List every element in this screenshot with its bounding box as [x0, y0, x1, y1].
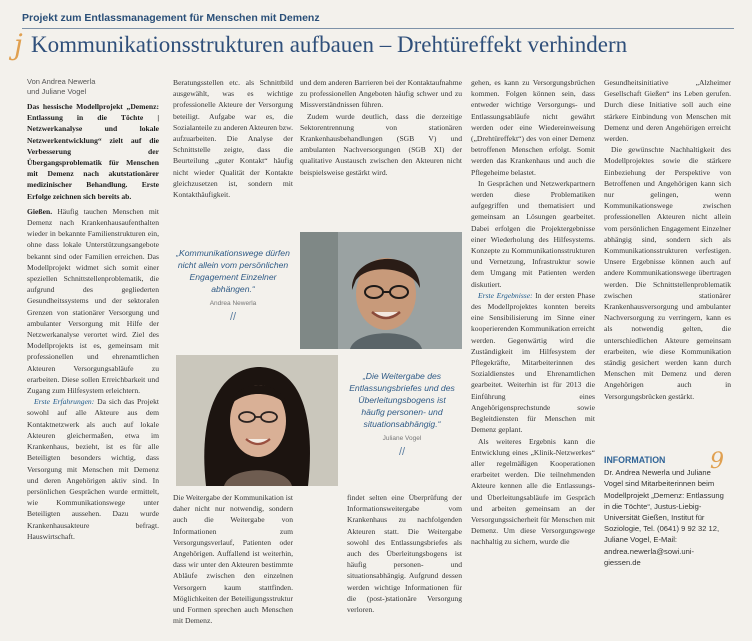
pull-quote-1 [176, 247, 290, 323]
column-2 [173, 77, 293, 223]
article-intro: Das hessische Modellprojekt „Demenz: Entlassung in die Töchte | Netzwerkanalyse und lokale Netzwerkentwicklung“ zielt auf die Verbesserung der Übergangsproblematik für Menschen mit Demenz nach akutstationärer medizinischer Behandlung. Erste Erfolge zeichnen sich bereits ab. [27, 102, 159, 201]
body-text: Gesundheitsinitiative „Alzheimer Gesellschaft Gießen“ ins Leben gerufen. Durch diese Initiative soll auch eine stärkere Einbindung von Menschen mit Demenz und deren Angehörigen erreicht werden. [604, 78, 731, 144]
byline-line-1: Von Andrea Newerla [27, 77, 96, 86]
subheading: Erste Erfahrungen: [34, 397, 95, 407]
kicker-rule [22, 28, 734, 29]
info-heading: INFORMATION [604, 455, 666, 465]
pull-quote-2 [346, 370, 458, 458]
column-3 [300, 77, 462, 227]
information-box [604, 455, 730, 568]
body-text: Die Weitergabe der Kommunikation ist daher nicht nur notwendig, sondern auch die Weitergabe von Informationen zum Versorgungsverlauf, Patienten oder Angehörigen. Auffallend ist weiterhin, dass wir unter den Akteuren bestimmte Abläufe zwischen den einzelnen Versorgern kaum stattfinden. Möglichkeiten der Beteiligungsstruktur und Formen sprechen auch Menschen mit Demenz. [173, 493, 293, 626]
body-paragraph [471, 290, 595, 436]
body-text: In Gesprächen und Netzwerkpartnern werden diese Problematiken aufgegriffen und thematisiert und gemeinsam an Lösungen gearbeitet. Dabei erfolgen die Projektergebnisse einer Wiederholung des Hilfesystems. Konzepte zu Kommunikationsstrukturen und Vernetzung, Infrastruktur sowie dem Umgang mit Patienten werden diskutiert. [471, 178, 595, 289]
portrait-photo-juliane-vogel [176, 355, 338, 486]
byline-line-2: und Juliane Vogel [27, 87, 87, 96]
subheading: Erste Ergebnisse: [478, 290, 533, 300]
portrait-illustration [300, 232, 462, 349]
body-paragraph [27, 206, 159, 396]
column-5 [604, 77, 731, 447]
portrait-illustration [176, 355, 338, 486]
magazine-logo-letter: j [14, 28, 23, 61]
info-text: Dr. Andrea Newerla und Juliane Vogel sind Mitarbeiterinnen beim Modellprojekt „Demenz: Entlassung in die Töchte“, Justus-Liebig-Universität Gießen, Institut für Soziologie, Tel. (0641) 9 92 32 12, Juliane Vogel, E-Mail: andrea.newerla@sowi.uni-giessen.de [604, 468, 724, 567]
pull-quote-mark: // [229, 311, 237, 323]
body-text: und dem anderen Barrieren bei der Kontaktaufnahme zu professionellen Angeboten häufig schwer und zu Missverständnissen führen. [300, 78, 462, 110]
body-text: findet selten eine Überprüfung der Informationsweitergabe vom Krankenhaus zu nachfolgenden Akteuren statt. Die Weitergabe sowohl des Entlassungsbriefes als auch des Überleitungsbogens ist häufig personen- und situationsabhängig. Aufgrund dessen werden wichtige Informationen für die (post-)stationäre Versorgung verloren. [347, 493, 462, 615]
column-4 [471, 77, 595, 633]
pull-quote-source: Andrea Newerla [209, 300, 257, 307]
body-text: Beratungsstellen etc. als Schnittbild ausgewählt, was es wichtige professionelle Akteure der Versorgung beteiligt. Aufgabe war es, die Sozialanteile zu anderen Akteuren bzw. aufzuarbeiten. Die Analyse der Schnittstelle zeigte, dass die Beurteilung „guter Kontakt“ häufig nicht wieder Qualität der Kontakte gleichzusetzen ist, sondern mit Kontakthäufigkeit. [173, 78, 293, 200]
pull-quote-text: „Kommunikationswege dürfen nicht allein vom persönlichen Engagement Einzelner abhängen.“ [176, 248, 290, 294]
pull-quote-mark: // [398, 446, 406, 458]
column-3-lower [347, 492, 462, 632]
body-text: Zudem wurde deutlich, dass die derzeitige Sektorentrennung von stationären Krankenhausbehandlungen (SGB V) und ambulanten Nachversorgungen (SGB XI) der qualitative Austausch zwischen den Akteuren nicht beispielsweise gestärkt wird. [300, 111, 462, 177]
column-1 [27, 101, 159, 631]
article-headline: Kommunikationsstrukturen aufbauen – Drehtüreffekt verhindern [31, 32, 628, 57]
body-text: Die gewünschte Nachhaltigkeit des Modellprojektes sowie die stärkere Einbeziehung der Perspektive von Betroffenen und Angehörigen kann sich nur gelingen, wenn Kommunikationswege zwischen professionellen Akteuren nicht allein vom persönlichen Engagement Einzelner abhängig sind, sondern sich als Kommunikationsstrukturen verfestigen. Unsere Ergebnisse können auch auf andere Kommunikationswege übertragen werden. Die Schnittstellenproblematik zwischen stationärer Krankenhausversorgung und ambulanter Nachversorgung zu verringern, kann es als notwendig gelten, die unterschiedlichen Akteure gemeinsam erarbeiten, wie diese Kommunikation ständig gesichert werden kann durch Menschen mit Demenz und deren Angehörigen auch in Versorgungsbrücken gestärkt. [604, 145, 731, 401]
byline [27, 77, 95, 97]
pull-quote-source: Juliane Vogel [382, 435, 422, 442]
info-badge-number: 9 [710, 449, 724, 474]
section-kicker: Projekt zum Entlassmanagement für Menschen mit Demenz [22, 12, 320, 24]
body-text: gehen, es kann zu Versorgungsbrüchen kommen. Folgen können sein, dass entweder wichtige Versorgungs- und Entlassungsabläufe nicht gewährt werden oder eine Wiedereinweisung („Drehtüreffekt“) des von einer Demenz betroffenen Menschen erfolgt. Somit werden das Krankenhaus und auch die Pflegeheime belastet. [471, 78, 595, 177]
column-2-lower [173, 492, 293, 632]
pull-quote-text: „Die Weitergabe des Entlassungsbriefes und des Überleitungsbogens ist häufig personen- und situationsabhängig.“ [349, 371, 455, 429]
portrait-photo-andrea-newerla [300, 232, 462, 349]
dateline: Gießen. [27, 206, 53, 216]
body-text: Häufig tauchen Menschen mit Demenz nach Krankenhausaufenthalten wieder in bekannte Familienstrukturen ein, ohne dass lokale Unterstützungsangebote bekannt sind oder Familien erreichen. Das Modellprojekt widmet sich somit einer speziellen Schnittstellenproblematik, die aufgrund des gegliederten Gesundheitssystems und der sektoralen Grenzen von stationärer Versorgung und ambulanter Versorgung mit Hilfe der Netzwerkanalyse verortet wird. Ziel des Modellprojekts ist es, gemeinsam mit professionellen und ehrenamtlichen Akteuren Versorgungsabläufe zu erarbeiten. Diese sollen Erreichbarkeit und Zugang zum Hilfesystem erleichtern. [27, 206, 159, 396]
body-paragraph [27, 396, 159, 542]
body-text: Da sich das Projekt sowohl auf alle Akteure aus dem Kontaktnetzwerk als auch auf lokale Akteuren gleichermaßen, etwa im Krankenhaus, bezieht, ist es für alle Beteiligten besonders wichtig, dass Versorgung mit Menschen mit Demenz und deren Angehörigen aktiv sind. In persönlichen Gesprächen wurde ermittelt, wie Kommunikationswege unter Beteiligten aussehen. Dazu wurde Krankenhausakteure befragt. Hauswirtschaft. [27, 397, 159, 541]
body-text: In der ersten Phase des Modellprojektes konnten bereits eine Sensibilisierung im Sinne einer kooperierenden Kommunikation erreicht werden. Gegenwärtig wird die Zuständigkeit im Hilfesystem der Pflegekräfte, Mitarbeiterinnen des Sozialdienstes und Ehrenamtlichen gearbeitet. Weiterhin ist für 2013 die Einführung eines Angehörigensprechstunde sowie Begleitdiensten für Menschen mit Demenz geplant. [471, 290, 595, 435]
body-text: Als weiteres Ergebnis kann die Entwicklung eines „Klinik-Netzwerkes“ aller regelmäßigen Kooperationen erarbeitet werden. Die teilnehmenden Akteure kennen alle die Entlassungs- und Überleitungsabläufe im Gespräch und arbeiten gemeinsam an der Versorgungssicherheit für Menschen mit Demenz. Um diese Versorgungswege nachhaltig zu sichern, wurde die [471, 436, 595, 547]
